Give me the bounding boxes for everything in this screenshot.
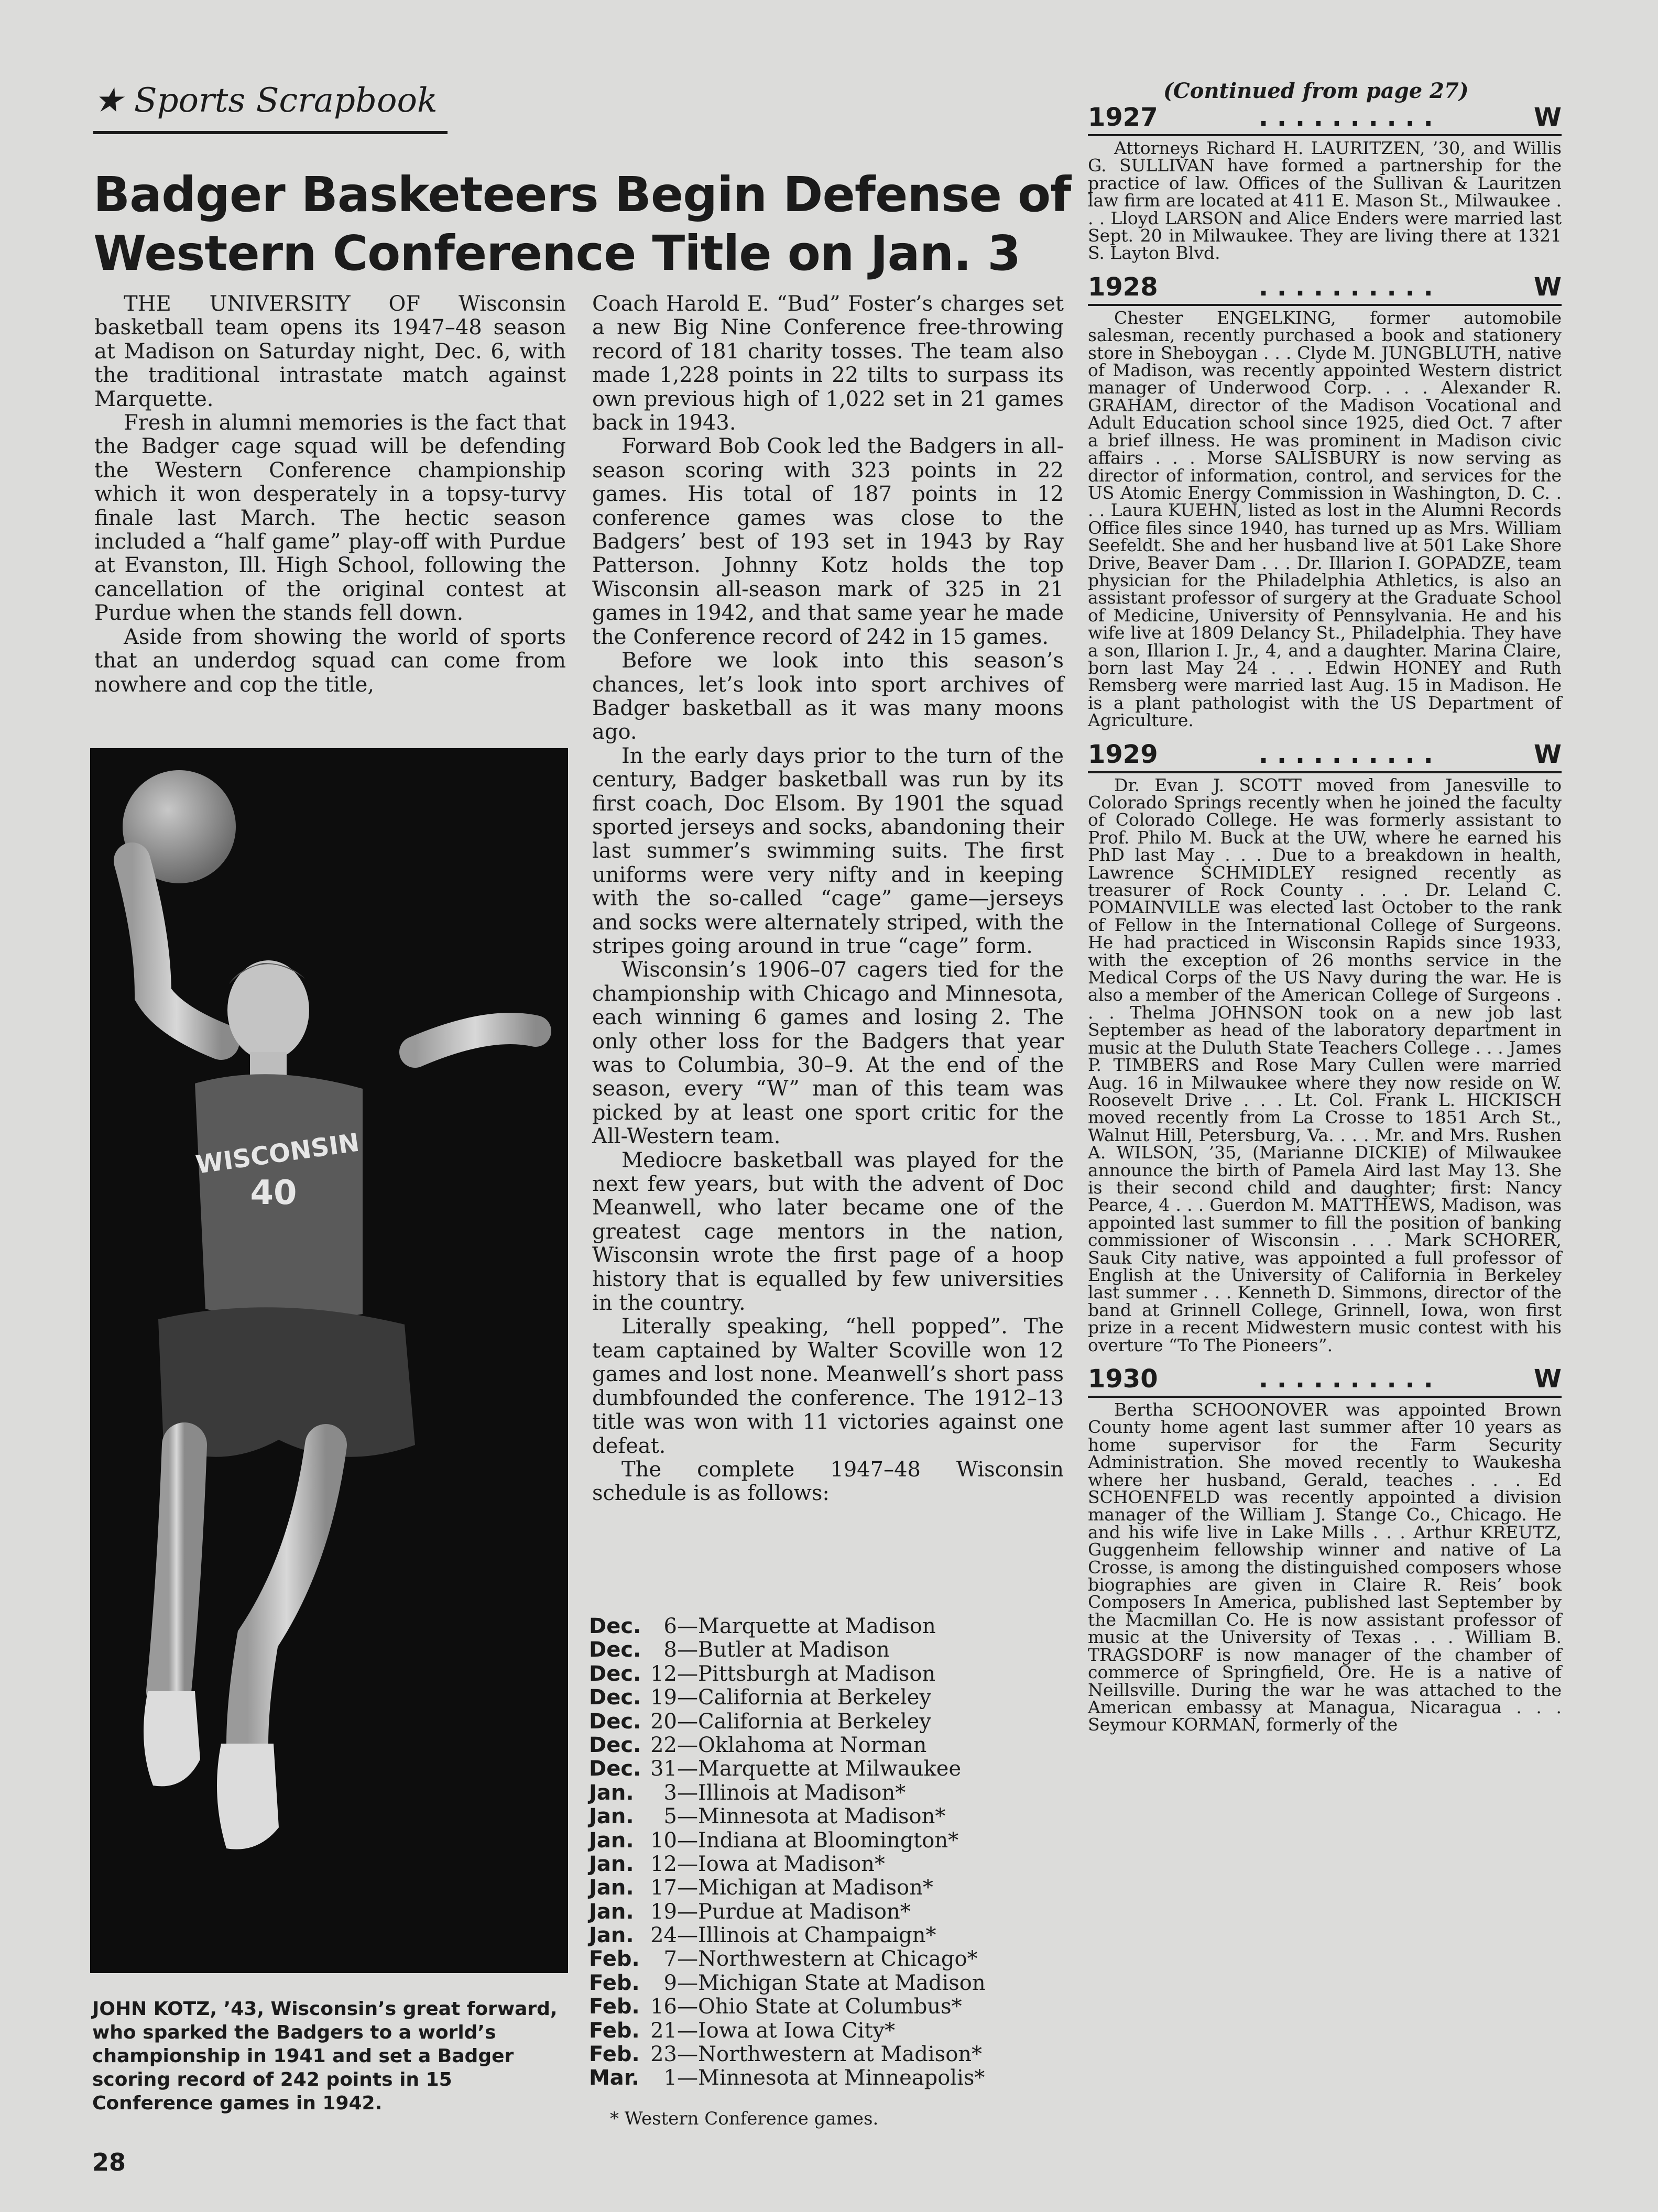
- schedule-game: Marquette at Madison: [698, 1614, 936, 1638]
- article-column-2: [592, 292, 1064, 1506]
- w-letter: W: [1534, 103, 1562, 132]
- paragraph: In the early days prior to the turn of the century, Badger basketball was run by its first coach, Doc Elsom. By 1901 the squad sported jerseys and socks, abandoning their last summer’s swimming suits. The first uniforms were very nifty and in keeping with the so-called “cage” game—jerseys and socks were alternately striped, with the stripes going around in true “cage” form.: [592, 743, 1064, 958]
- schedule-game: Iowa at Iowa City*: [698, 2018, 896, 2043]
- leader-dots: . . . . . . . . . .: [1258, 272, 1433, 302]
- section-underline: [93, 131, 448, 134]
- article-column-1: [94, 292, 566, 697]
- schedule-month: Dec.: [589, 1638, 641, 1662]
- schedule-list: [589, 1615, 1066, 2090]
- schedule-month: Jan.: [589, 1899, 634, 1924]
- schedule-dash: —: [677, 1804, 698, 1829]
- class-note-text: Attorneys Richard H. LAURITZEN, ’30, and Willis G. SULLIVAN have formed a partnership for the practice of law. Offices of the Sullivan & Lauritzen law firm are located at 411 E. Mason St., Milwaukee . . . Lloyd LARSON and Alice Enders were married last Sept. 20 in Milwaukee. They are living there at 1321 S. Layton Blvd.: [1088, 138, 1562, 264]
- schedule-dash: —: [677, 1923, 698, 1948]
- schedule-dash: —: [677, 1709, 698, 1734]
- headline-line-1: Badger Basketeers Begin Defense of: [93, 167, 1071, 223]
- class-year: 1930: [1088, 1364, 1158, 1394]
- schedule-month: Jan.: [589, 1876, 634, 1900]
- leader-dots: . . . . . . . . . .: [1258, 103, 1433, 132]
- paragraph: THE UNIVERSITY OF Wisconsin basketball team opens its 1947–48 season at Madison on Saturday night, Dec. 6, with the traditional intrastate match against Marquette.: [94, 292, 566, 411]
- schedule-game: Indiana at Bloomington*: [698, 1828, 959, 1853]
- headline: [93, 166, 1078, 283]
- paragraph: Literally speaking, “hell popped”. The team captained by Walter Scoville won 12 games and lost none. Meanwell’s short pass dumbfounded the conference. The 1912–13 title was won with 11 victories against one defeat.: [592, 1315, 1064, 1458]
- schedule-day: 5: [663, 1804, 677, 1829]
- schedule-dash: —: [677, 1614, 698, 1638]
- schedule-game: Michigan State at Madison: [698, 1970, 986, 1995]
- schedule-day: 21: [650, 2018, 677, 2043]
- class-year: 1927: [1088, 103, 1158, 132]
- schedule-row: [589, 2066, 1066, 2090]
- schedule-game: Minnesota at Madison*: [698, 1804, 946, 1829]
- schedule-row: [589, 1947, 1066, 1971]
- schedule-dash: —: [677, 2066, 698, 2090]
- class-year: 1929: [1088, 739, 1158, 769]
- schedule-day: 24: [650, 1923, 677, 1948]
- schedule-dash: —: [677, 1733, 698, 1757]
- schedule-row: [589, 1757, 1066, 1781]
- page-number: 28: [92, 2148, 126, 2176]
- schedule-row: [589, 1972, 1066, 1995]
- schedule-row: [589, 1686, 1066, 1710]
- schedule-row: [589, 2043, 1066, 2066]
- class-year-header: [1088, 272, 1562, 306]
- paragraph: Forward Bob Cook led the Badgers in all-season scoring with 323 points in 22 games. His total of 187 points in 12 conference games was close to the Badgers’ best of 193 set in 1943 by Ray Patterson. Johnny Kotz holds the top Wisconsin all-season mark of 325 in 21 games in 1942, and that same year he made the Conference record of 242 in 15 games.: [592, 434, 1064, 649]
- schedule-game: Northwestern at Chicago*: [698, 1947, 978, 1972]
- schedule-dash: —: [677, 1780, 698, 1805]
- schedule-month: Jan.: [589, 1852, 634, 1876]
- schedule-game: Oklahoma at Norman: [698, 1733, 927, 1757]
- schedule-game: Marquette at Milwaukee: [698, 1757, 962, 1781]
- schedule-game: Purdue at Madison*: [698, 1899, 911, 1924]
- schedule-dash: —: [677, 1685, 698, 1710]
- schedule-day: 3: [663, 1780, 677, 1805]
- class-note-text: Chester ENGELKING, former automobile salesman, recently purchased a book and stationery store in Sheboygan . . . Clyde M. JUNGBLUTH, native of Madison, was recently appointed Western district manager of Underwood Corp. . . . Alexander R. GRAHAM, director of the Madison Vocational and Adult Education school since 1925, died Oct. 7 after a brief illness. He was prominent in Madison civic affairs . . . Morse SALISBURY is now serving as director of information, control, and services for the US Atomic Energy Commission in Washington, D. C. . . . Laura KUEHN, listed as lost in the Alumni Records Office files since 1940, has turned up as Mrs. William Seefeldt. She and her husband live at 501 Lake Shore Drive, Beaver Dam . . . Dr. Illarion I. GOPADZE, team physician for the Philadelphia Athletics, is also an assistant professor of surgery at the Graduate School of Medicine, University of Pennsylvania. He and his wife live at 1809 Delancy St., Philadelphia. They have a son, Illarion I. Jr., 4, and a daughter. Marina Claire, born last May 24 . . . Edwin HONEY and Ruth Remsberg were married last Aug. 15 in Madison. He is a plant pathologist with the US Department of Agriculture.: [1088, 307, 1562, 731]
- leader-dots: . . . . . . . . . .: [1258, 1364, 1433, 1394]
- schedule-row: [589, 1900, 1066, 1924]
- class-year-block: [1088, 1364, 1562, 1734]
- schedule-month: Dec.: [589, 1685, 641, 1710]
- paragraph: Coach Harold E. “Bud” Foster’s charges set a new Big Nine Conference free-throwing record of 181 charity tosses. The team also made 1,228 points in 22 tilts to surpass its own previous high of 1,022 set in 21 games back in 1943.: [592, 292, 1064, 435]
- schedule-day: 23: [650, 2042, 677, 2067]
- schedule-dash: —: [677, 1876, 698, 1900]
- schedule-row: [589, 1710, 1066, 1734]
- schedule-day: 6: [663, 1614, 677, 1638]
- class-year-header: [1088, 740, 1562, 773]
- schedule-row: [589, 1638, 1066, 1662]
- schedule-game: Pittsburgh at Madison: [698, 1661, 936, 1686]
- schedule-day: 1: [663, 2066, 677, 2090]
- schedule-day: 16: [650, 1995, 677, 2019]
- schedule-dash: —: [677, 1757, 698, 1781]
- schedule-dash: —: [677, 1661, 698, 1686]
- schedule-month: Dec.: [589, 1661, 641, 1686]
- w-letter: W: [1534, 272, 1562, 302]
- schedule-game: Illinois at Madison*: [698, 1780, 906, 1805]
- schedule-row: [589, 1924, 1066, 1947]
- w-letter: W: [1534, 1364, 1562, 1394]
- schedule-month: Feb.: [589, 1995, 640, 2019]
- schedule-row: [589, 2019, 1066, 2043]
- schedule-day: 7: [663, 1947, 677, 1972]
- player-head: [227, 960, 309, 1060]
- headline-line-2: Western Conference Title on Jan. 3: [93, 225, 1021, 281]
- schedule-dash: —: [677, 1899, 698, 1924]
- schedule-game: Northwestern at Madison*: [698, 2042, 983, 2067]
- schedule-month: Feb.: [589, 1947, 640, 1972]
- basketball-player-illustration: [90, 748, 568, 1973]
- left-shoe: [144, 1691, 200, 1786]
- paragraph: Fresh in alumni memories is the fact that the Badger cage squad will be defending the Western Conference championship which it won desperately in a topsy-turvy finale last March. The hectic season included a “half game” play-off with Purdue at Evanston, Ill. High School, following the cancellation of the original contest at Purdue when the stands fell down.: [94, 411, 566, 626]
- schedule-row: [589, 1615, 1066, 1638]
- schedule-footnote: * Western Conference games.: [610, 2108, 879, 2129]
- schedule-game: Ohio State at Columbus*: [698, 1995, 962, 2019]
- right-shoe: [217, 1744, 279, 1849]
- class-note-text: Bertha SCHOONOVER was appointed Brown County home agent last summer after 10 years as home supervisor for the Farm Security Administration. She moved recently to Waukesha where her husband, Gerald, teaches . . . Ed SCHOENFELD was recently appointed a division manager of the William J. Stange Co., Chicago. He and his wife live in Lake Mills . . . Arthur KREUTZ, Guggenheim fellowship winner and native of La Crosse, is among the distinguished composers whose biographies are given in Claire R. Reis’ book Composers In America, published last September by the Macmillan Co. He is now assistant professor of music at the University of Texas . . . William B. TRAGSDORF is now manager of the chamber of commerce of Springfield, Ore. He is a native of Neillsville. During the war he was attached to the American embassy at Managua, Nicaragua . . . Seymour KORMAN, formerly of the: [1088, 1399, 1562, 1735]
- schedule-row: [589, 1734, 1066, 1757]
- schedule-game: Illinois at Champaign*: [698, 1923, 936, 1948]
- schedule-month: Feb.: [589, 2042, 640, 2067]
- schedule-day: 12: [650, 1852, 677, 1876]
- schedule-game: California at Berkeley: [698, 1709, 931, 1734]
- schedule-dash: —: [677, 1970, 698, 1995]
- schedule-day: 17: [650, 1876, 677, 1900]
- jersey-text: WISCONSIN: [194, 1127, 362, 1180]
- schedule-month: Mar.: [589, 2066, 640, 2090]
- schedule-month: Feb.: [589, 1970, 640, 1995]
- player-photo: [90, 748, 568, 1973]
- schedule-game: Butler at Madison: [698, 1638, 890, 1662]
- schedule-game: Iowa at Madison*: [698, 1852, 885, 1876]
- leader-dots: . . . . . . . . . .: [1258, 739, 1433, 769]
- paragraph: Mediocre basketball was played for the next few years, but with the advent of Doc Meanwell, who later became one of the greatest cage mentors in the nation, Wisconsin wrote the first page of a hoop history that is equalled by few universities in the country.: [592, 1148, 1064, 1316]
- schedule-month: Jan.: [589, 1923, 634, 1948]
- class-year-block: [1088, 272, 1562, 729]
- schedule-dash: —: [677, 1995, 698, 2019]
- schedule-month: Jan.: [589, 1804, 634, 1829]
- class-year-block: [1088, 103, 1562, 262]
- class-year: 1928: [1088, 272, 1158, 302]
- w-letter: W: [1534, 739, 1562, 769]
- schedule-dash: —: [677, 2018, 698, 2043]
- schedule-month: Dec.: [589, 1614, 641, 1638]
- schedule-game: Michigan at Madison*: [698, 1876, 933, 1900]
- schedule-row: [589, 1805, 1066, 1828]
- schedule-month: Dec.: [589, 1733, 641, 1757]
- schedule-day: 31: [650, 1757, 677, 1781]
- schedule-game: Minnesota at Minneapolis*: [698, 2066, 985, 2090]
- schedule-row: [589, 1853, 1066, 1876]
- schedule-day: 10: [650, 1828, 677, 1853]
- schedule-dash: —: [677, 1947, 698, 1972]
- schedule-dash: —: [677, 1828, 698, 1853]
- schedule-row: [589, 1781, 1066, 1805]
- schedule-dash: —: [677, 1638, 698, 1662]
- schedule-dash: —: [677, 2042, 698, 2067]
- schedule-row: [589, 1876, 1066, 1900]
- schedule-row: [589, 1662, 1066, 1686]
- class-note-text: Dr. Evan J. SCOTT moved from Janesville to Colorado Springs recently when he joined the faculty of Colorado College. He was formerly assistant to Prof. Philo M. Buck at the UW, where he earned his PhD last May . . . Due to a breakdown in health, Lawrence SCHMIDLEY resigned recently as treasurer of Rock County . . . Dr. Leland C. POMAINVILLE was elected last October to the rank of Fellow in the International College of Surgeons. He had practiced in Wisconsin Rapids since 1933, with the exception of 26 months service in the Medical Corps of the US Navy during the war. He is also a member of the American College of Surgeons . . . Thelma JOHNSON took on a new job last September as head of the laboratory department in music at the Duluth State Teachers College . . . James P. TIMBERS and Rose Mary Cullen were married Aug. 16 in Milwaukee where they now reside on W. Roosevelt Drive . . . Lt. Col. Frank L. HICKISCH moved recently from La Crosse to 1851 Arch St., Walnut Hill, Petersburg, Va. . . . Mr. and Mrs. Rushen A. WILSON, ’35, (Marianne DICKIE) of Milwaukee announce the birth of Pamela Aird last May 13. She is their second child and daughter; first: Nancy Pearce, 4 . . . Guerdon M. MATTHEWS, Madison, was appointed last summer to fill the position of banking commissioner of Wisconsin . . . Mark SCHORER, Sauk City native, was appointed a full professor of English at the University of California in Berkeley last summer . . . Kenneth D. Simmons, director of the band at Grinnell College, Grinnell, Iowa, won first prize in a recent Midwestern music contest with his overture “To The Pioneers”.: [1088, 774, 1562, 1355]
- class-year-header: [1088, 103, 1562, 136]
- class-year-header: [1088, 1364, 1562, 1398]
- schedule-month: Jan.: [589, 1828, 634, 1853]
- jersey-number: 40: [250, 1174, 297, 1212]
- schedule-day: 12: [650, 1661, 677, 1686]
- schedule-dash: —: [677, 1852, 698, 1876]
- schedule-month: Dec.: [589, 1709, 641, 1734]
- schedule-month: Dec.: [589, 1757, 641, 1781]
- schedule-day: 22: [650, 1733, 677, 1757]
- class-year-block: [1088, 740, 1562, 1354]
- paragraph: Before we look into this season’s chances, let’s look into sport archives of Badger basketball as it was many moons ago.: [592, 649, 1064, 744]
- schedule-month: Feb.: [589, 2018, 640, 2043]
- paragraph: The complete 1947–48 Wisconsin schedule is as follows:: [592, 1457, 1064, 1506]
- schedule-day: 9: [663, 1970, 677, 1995]
- schedule-day: 8: [663, 1638, 677, 1662]
- photo-caption: JOHN KOTZ, ’43, Wisconsin’s great forward, who sparked the Badgers to a world’s championship in 1941 and set a Badger scoring record of 242 points in 15 Conference games in 1942.: [92, 1998, 558, 2114]
- class-notes-column: [1088, 103, 1562, 1744]
- schedule-row: [589, 1829, 1066, 1853]
- schedule-row: [589, 1995, 1066, 2019]
- paragraph: Wisconsin’s 1906–07 cagers tied for the championship with Chicago and Minnesota, each winning 6 games and losing 2. The only other loss for the Badgers that year was to Columbia, 30–9. At the end of the season, every “W” man of this team was picked by at least one sport critic for the All-Western team.: [592, 958, 1064, 1149]
- schedule-game: California at Berkeley: [698, 1685, 931, 1710]
- schedule-month: Jan.: [589, 1780, 634, 1805]
- schedule-day: 20: [650, 1709, 677, 1734]
- paragraph: Aside from showing the world of sports that an underdog squad can come from nowhere and cop the title,: [94, 625, 566, 697]
- schedule-day: 19: [650, 1899, 677, 1924]
- continued-note: (Continued from page 27): [1163, 79, 1469, 103]
- section-label: ★ Sports Scrapbook: [93, 81, 438, 120]
- schedule-day: 19: [650, 1685, 677, 1710]
